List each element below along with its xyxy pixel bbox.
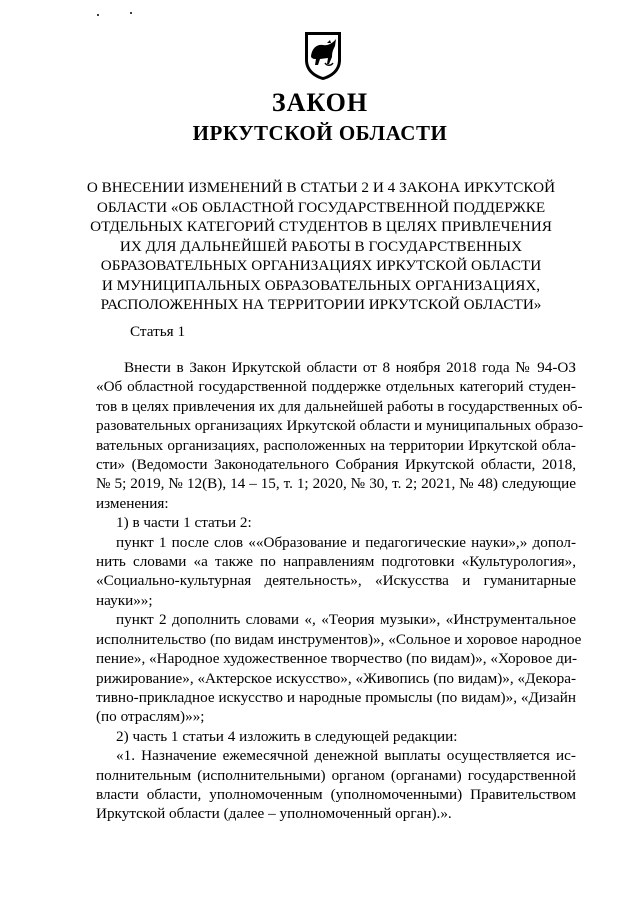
body-line: пункт 1 после слов ««Образование и педагогические науки»,» допол- [116, 533, 576, 551]
body-line: власти области, уполномоченным (уполномоченными) Правительством [96, 785, 576, 803]
law-subject-line: И МУНИЦИПАЛЬНЫХ ОБРАЗОВАТЕЛЬНЫХ ОРГАНИЗАЦИЯХ, [101, 276, 541, 294]
body-line: нить словами «а также по направлениям подготовки «Культурология», [96, 553, 576, 571]
scan-speck [97, 14, 99, 16]
scan-speck [130, 12, 132, 14]
law-subject-line: О ВНЕСЕНИИ ИЗМЕНЕНИЙ В СТАТЬИ 2 И 4 ЗАКОНА ИРКУТСКОЙ [86, 179, 556, 196]
document-issuer: ИРКУТСКОЙ ОБЛАСТИ [192, 121, 448, 145]
body-line: вательных организациях, расположенных на территории Иркутской обла- [96, 436, 576, 454]
law-subject-line: ОТДЕЛЬНЫХ КАТЕГОРИЙ СТУДЕНТОВ В ЦЕЛЯХ ПРИВЛЕЧЕНИЯ [90, 218, 552, 235]
body-line: исполнительство (по видам инструментов)», «Сольное и хоровое народное [96, 630, 582, 648]
body-line: тивно-прикладное искусство и народные промыслы (по видам)», «Дизайн [96, 688, 576, 706]
body-line: № 5; 2019, № 12(В), 14 – 15, т. 1; 2020, № 30, т. 2; 2021, № 48) следующие [96, 475, 576, 493]
body-line: «1. Назначение ежемесячной денежной выплаты осуществляется ис- [116, 747, 576, 765]
body-line: Внести в Закон Иркутской области от 8 ноября 2018 года № 94-ОЗ [124, 359, 576, 376]
article-body [96, 358, 584, 824]
irkutsk-coat-of-arms-icon [303, 30, 343, 82]
body-line: изменения: [96, 494, 169, 512]
body-line: пение», «Народное художественное творчество (по видам)», «Хоровое ди- [96, 650, 578, 668]
law-subject [80, 178, 562, 315]
body-line: 2) часть 1 статьи 4 изложить в следующей редакции: [116, 727, 458, 745]
body-line: сти» (Ведомости Законодательного Собрания Иркутской области, 2018, [96, 456, 576, 474]
body-line: полнительным (исполнительными) органом (органами) государственной [96, 766, 576, 784]
body-line: рижирование», «Актерское искусство», «Живопись (по видам)», «Декора- [96, 669, 576, 687]
body-line: Иркутской области (далее – уполномоченный орган).». [96, 805, 452, 823]
body-line: пункт 2 дополнить словами «, «Теория музыки», «Инструментальное [116, 611, 576, 629]
body-line: тов в целях привлечения их для дальнейшей работы в государственных об- [96, 397, 583, 415]
law-subject-line: ОБЛАСТИ «ОБ ОБЛАСТНОЙ ГОСУДАРСТВЕННОЙ ПОДДЕРЖКЕ [96, 198, 546, 216]
body-line: 1) в части 1 статьи 2: [116, 514, 252, 532]
article-heading: Статья 1 [130, 323, 186, 340]
body-line: «Об областной государственной поддержке отдельных категорий студен- [96, 378, 576, 396]
body-line: науки»»; [96, 591, 153, 609]
body-line: разовательных организациях Иркутской области и муниципальных образо- [96, 417, 584, 435]
body-line: «Социально-культурная деятельность», «Искусства и гуманитарные [96, 572, 576, 590]
law-subject-line: РАСПОЛОЖЕННЫХ НА ТЕРРИТОРИИ ИРКУТСКОЙ ОБЛАСТИ» [100, 296, 542, 313]
body-line: (по отраслям)»»; [96, 708, 205, 726]
law-subject-line: ОБРАЗОВАТЕЛЬНЫХ ОРГАНИЗАЦИЯХ ИРКУТСКОЙ ОБЛАСТИ [100, 257, 542, 274]
document-title: ЗАКОН [271, 88, 369, 117]
law-subject-line: ИХ ДЛЯ ДАЛЬНЕЙШЕЙ РАБОТЫ В ГОСУДАРСТВЕННЫХ [119, 237, 523, 255]
